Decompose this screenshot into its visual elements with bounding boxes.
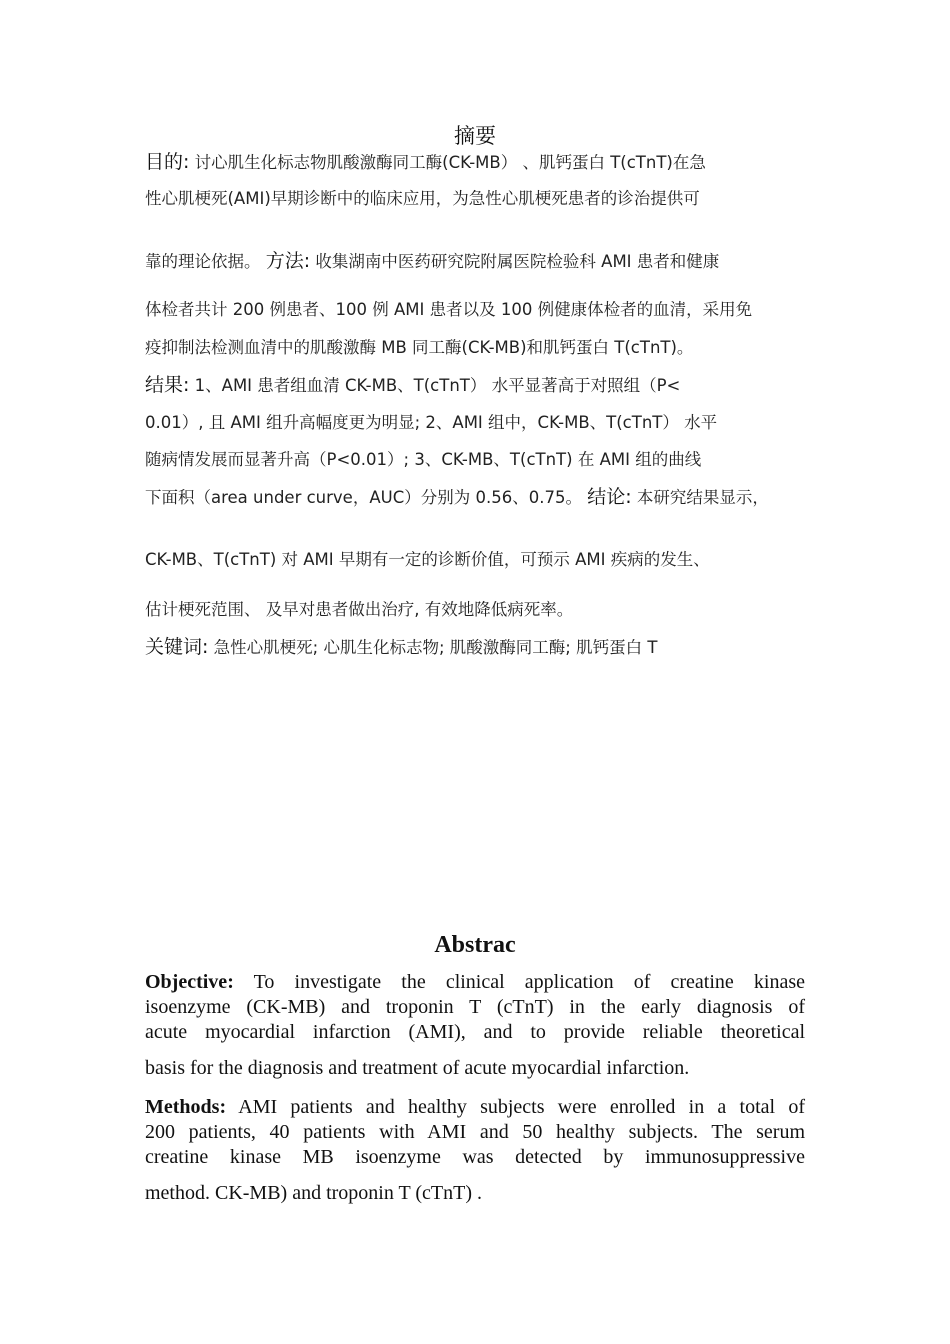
zh-text: 讨心肌生化标志物肌酸激酶同工酶(CK-MB） 、肌钙蛋白 T(cTnT)在急 xyxy=(194,153,706,172)
zh-text: 下面积（area under curve，AUC）分别为 0.56、0.75。 xyxy=(145,488,582,507)
zh-line-2: 性心肌梗死(AMI)早期诊断中的临床应用，为急性心肌梗死患者的诊治提供可 xyxy=(145,189,700,208)
en-methods-label: Methods: xyxy=(145,1096,227,1118)
en-line xyxy=(145,1095,805,1120)
zh-line-8: 随病情发展而显著升高（P<0.01）; 3、CK-MB、T(cTnT) 在 AMI 组的曲线 xyxy=(145,450,702,469)
en-objective-label: Objective: xyxy=(145,971,234,993)
en-line xyxy=(145,970,805,995)
en-abstract-title: Abstrac xyxy=(434,932,516,958)
zh-objective-label: 目的: xyxy=(145,151,190,173)
en-text: To investigate the clinical application of creatine kinase xyxy=(253,971,805,993)
zh-results-label: 结果: xyxy=(145,374,190,396)
zh-line-1 xyxy=(145,150,825,175)
zh-line-3 xyxy=(145,249,825,274)
zh-text: 收集湖南中医药研究院附属医院检验科 AMI 患者和健康 xyxy=(315,252,720,271)
zh-keywords-label: 关键词: xyxy=(145,636,209,658)
zh-line-5: 疫抑制法检测血清中的肌酸激酶 MB 同工酶(CK-MB)和肌钙蛋白 T(cTnT)。 xyxy=(145,338,694,357)
zh-line-10: CK-MB、T(cTnT) 对 AMI 早期有一定的诊断价值，可预示 AMI 疾病的发生、 xyxy=(145,550,710,569)
zh-abstract-title: 摘要 xyxy=(454,124,496,148)
zh-line-4: 体检者共计 200 例患者、100 例 AMI 患者以及 100 例健康体检者的血清，采用免 xyxy=(145,300,753,319)
zh-line-11: 估计梗死范围、 及早对患者做出治疗, 有效地降低病死率。 xyxy=(145,600,574,619)
en-line: acute myocardial infarction (AMI), and to provide reliable theoretical xyxy=(145,1021,805,1043)
zh-line-12 xyxy=(145,635,825,660)
zh-text: 1、AMI 患者组血清 CK-MB、T(cTnT） 水平显著高于对照组（P< xyxy=(194,376,681,395)
zh-line-9 xyxy=(145,485,825,510)
en-line: 200 patients, 40 patients with AMI and 50 healthy subjects. The serum xyxy=(145,1121,805,1143)
en-methods-paragraph xyxy=(145,1095,805,1206)
zh-line-6 xyxy=(145,373,825,398)
zh-keywords: 急性心肌梗死; 心肌生化标志物; 肌酸激酶同工酶; 肌钙蛋白 T xyxy=(213,638,658,657)
en-line: isoenzyme (CK-MB) and troponin T (cTnT) in the early diagnosis of xyxy=(145,996,805,1018)
en-objective-paragraph xyxy=(145,970,805,1081)
en-line: creatine kinase MB isoenzyme was detected by immunosuppressive xyxy=(145,1146,805,1168)
en-line: method. CK-MB) and troponin T (cTnT) . xyxy=(145,1182,482,1204)
zh-text: 本研究结果显示， xyxy=(636,488,769,507)
zh-methods-label: 方法: xyxy=(265,250,311,272)
zh-conclusion-label: 结论: xyxy=(587,486,632,508)
en-text: AMI patients and healthy subjects were enrolled in a total of xyxy=(238,1096,806,1118)
zh-line-7: 0.01）, 且 AMI 组升高幅度更为明显; 2、AMI 组中，CK-MB、T(cTnT） 水平 xyxy=(145,413,718,432)
en-line: basis for the diagnosis and treatment of acute myocardial infarction. xyxy=(145,1057,690,1079)
zh-text: 靠的理论依据。 xyxy=(145,252,261,271)
